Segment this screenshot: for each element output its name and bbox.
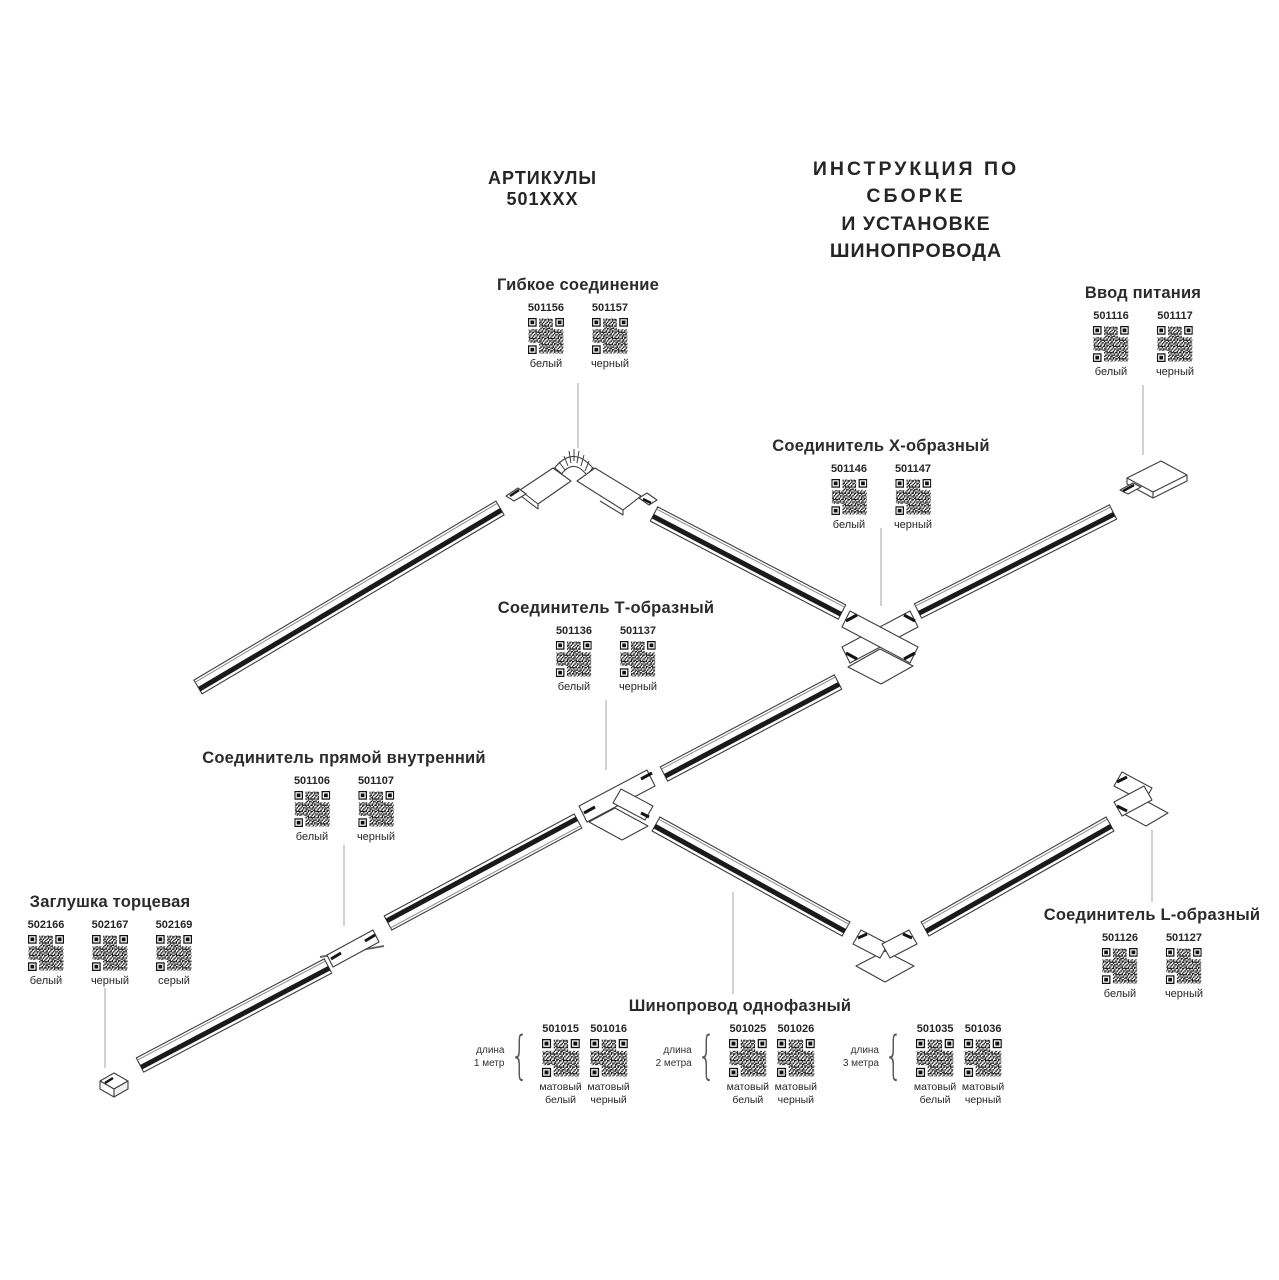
length-label — [656, 1044, 692, 1070]
product-x-connector — [772, 437, 989, 531]
product-variants — [202, 775, 485, 843]
product-straight-connector — [202, 749, 485, 843]
product-t-connector — [498, 599, 714, 693]
product-flexible — [497, 276, 659, 370]
color-label: черный — [1155, 366, 1195, 378]
article-code: 501016 — [590, 1023, 627, 1035]
product-variants — [1085, 310, 1201, 378]
track-segment — [652, 817, 850, 936]
track-group-1m — [474, 1023, 632, 1106]
bottom-t-connector-drawing — [853, 930, 917, 982]
track-length-groups — [474, 1023, 1006, 1106]
product-variant — [585, 302, 635, 370]
color-label: белый — [1094, 366, 1128, 378]
article-code: 501127 — [1165, 932, 1203, 944]
product-variant — [586, 1023, 632, 1106]
qr-code-icon — [92, 935, 128, 971]
length-label — [843, 1044, 879, 1070]
product-variant — [1086, 310, 1136, 378]
article-code: 501146 — [830, 463, 868, 475]
product-title: Заглушка торцевая — [29, 893, 191, 911]
product-variant — [287, 775, 337, 843]
instruction-title-line1: ИНСТРУКЦИЯ ПО СБОРКЕ — [812, 158, 1020, 208]
qr-code-icon — [964, 1039, 1002, 1077]
qr-code-icon — [294, 791, 330, 827]
qr-code-icon — [590, 1039, 628, 1077]
color-label: черный — [893, 519, 933, 531]
product-variant — [1159, 932, 1209, 1000]
product-variants — [21, 919, 199, 987]
article-code: 501107 — [357, 775, 395, 787]
product-variant — [888, 463, 938, 531]
finish-label: матовый белый — [726, 1081, 770, 1106]
qr-code-icon — [556, 641, 592, 677]
article-code: 502169 — [155, 919, 193, 931]
length-value: 3 метра — [842, 1057, 879, 1069]
article-code: 501106 — [293, 775, 331, 787]
product-track — [474, 997, 1006, 1106]
product-variant — [1095, 932, 1145, 1000]
track-group-3m — [843, 1023, 1006, 1106]
article-code: 501036 — [964, 1023, 1002, 1035]
color-label: белый — [1103, 988, 1137, 1000]
length-value: 2 метра — [655, 1057, 692, 1069]
brace-glyph: { — [509, 1025, 529, 1086]
end-cap-drawing — [100, 1073, 128, 1097]
qr-code-icon — [620, 641, 656, 677]
qr-code-icon — [542, 1039, 580, 1077]
straight-connector-drawing — [320, 930, 384, 967]
product-variant — [351, 775, 401, 843]
product-title: Соединитель L-образный — [1043, 906, 1261, 924]
product-variant — [538, 1023, 584, 1106]
length-word: длина — [663, 1044, 692, 1056]
article-code: 501117 — [1157, 310, 1193, 322]
color-label: черный — [618, 681, 658, 693]
instruction-title-line2: И УСТАНОВКЕ ШИНОПРОВОДА — [829, 212, 1003, 262]
product-variant — [725, 1023, 771, 1106]
qr-code-icon — [777, 1039, 815, 1077]
qr-code-icon — [916, 1039, 954, 1077]
product-variants — [497, 302, 659, 370]
product-variant — [960, 1023, 1006, 1106]
product-variant — [549, 625, 599, 693]
article-code: 502166 — [27, 919, 65, 931]
article-code: 501157 — [591, 302, 629, 314]
power-feed-drawing — [1120, 461, 1187, 498]
product-variant — [1150, 310, 1200, 378]
track-group-2m — [656, 1023, 819, 1106]
color-label: черный — [1164, 988, 1204, 1000]
qr-code-icon — [358, 791, 394, 827]
finish-label: матовый черный — [961, 1081, 1005, 1106]
qr-code-icon — [1166, 948, 1202, 984]
x-connector-drawing — [842, 611, 918, 684]
product-variant — [521, 302, 571, 370]
qr-code-icon — [831, 479, 867, 515]
length-label — [474, 1044, 505, 1070]
color-label: черный — [90, 975, 130, 987]
article-code: 502167 — [91, 919, 129, 931]
instruction-title — [766, 156, 1066, 265]
leader-lines — [105, 383, 1152, 1068]
product-l-connector — [1044, 906, 1260, 1000]
qr-code-icon — [1157, 326, 1193, 362]
product-variants — [772, 463, 989, 531]
qr-code-icon — [156, 935, 192, 971]
finish-label: матовый белый — [913, 1081, 957, 1106]
product-title: Соединитель X-образный — [772, 437, 990, 455]
qr-code-icon — [1093, 326, 1129, 362]
article-code: 501137 — [619, 625, 657, 637]
color-label: черный — [356, 831, 396, 843]
color-label: белый — [557, 681, 591, 693]
product-variant — [912, 1023, 958, 1106]
product-end-cap — [21, 893, 199, 987]
qr-code-icon — [28, 935, 64, 971]
color-label: черный — [590, 358, 630, 370]
qr-code-icon — [729, 1039, 767, 1077]
product-power-input — [1085, 284, 1201, 378]
product-title: Соединитель Т-образный — [497, 599, 715, 617]
product-title: Соединитель прямой внутренний — [202, 749, 486, 767]
article-code: 501015 — [542, 1023, 579, 1035]
product-variant — [85, 919, 135, 987]
articles-title: АРТИКУЛЫ 501XXX — [488, 168, 597, 209]
article-code: 501025 — [729, 1023, 767, 1035]
color-label: белый — [832, 519, 866, 531]
length-value: 1 метр — [473, 1057, 505, 1069]
article-code: 501136 — [555, 625, 593, 637]
product-title: Шинопровод однофазный — [628, 997, 852, 1015]
length-word: длина — [850, 1044, 879, 1056]
t-connector-drawing — [579, 770, 655, 840]
product-variant — [773, 1023, 819, 1106]
qr-code-icon — [528, 318, 564, 354]
color-label: белый — [529, 358, 563, 370]
color-label: серый — [158, 975, 190, 987]
brace-glyph: { — [884, 1025, 903, 1086]
article-code: 501116 — [1093, 310, 1129, 322]
product-variants — [498, 625, 714, 693]
flexible-connector-drawing — [506, 449, 657, 515]
finish-label: матовый белый — [539, 1081, 582, 1106]
article-code: 501147 — [894, 463, 932, 475]
product-variant — [149, 919, 199, 987]
article-code: 501035 — [916, 1023, 954, 1035]
brace-glyph: { — [697, 1025, 716, 1086]
length-word: длина — [476, 1044, 505, 1056]
article-code: 501156 — [527, 302, 565, 314]
product-title: Ввод питания — [1084, 284, 1202, 302]
color-label: белый — [295, 831, 329, 843]
product-variants — [1044, 932, 1260, 1000]
qr-code-icon — [1102, 948, 1138, 984]
product-title: Гибкое соединение — [496, 276, 660, 294]
qr-code-icon — [592, 318, 628, 354]
article-code: 501026 — [777, 1023, 815, 1035]
product-variant — [824, 463, 874, 531]
finish-label: матовый черный — [774, 1081, 818, 1106]
finish-label: матовый черный — [587, 1081, 630, 1106]
color-label: белый — [29, 975, 63, 987]
track-segment — [194, 501, 504, 694]
article-code: 501126 — [1101, 932, 1139, 944]
l-connector-drawing — [1114, 772, 1168, 826]
qr-code-icon — [895, 479, 931, 515]
product-variant — [613, 625, 663, 693]
product-variant — [21, 919, 71, 987]
